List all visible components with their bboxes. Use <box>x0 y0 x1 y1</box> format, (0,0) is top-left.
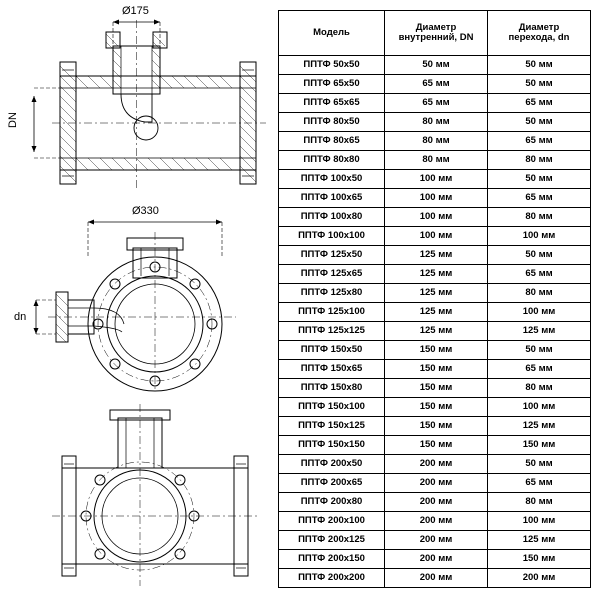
cell-dn-small: 65 мм <box>488 474 591 493</box>
tee-top-section-view <box>0 196 278 396</box>
cell-dn-small: 50 мм <box>488 75 591 94</box>
cell-dn-small: 50 мм <box>488 455 591 474</box>
column-header-transition-diameter-line2: перехода, dn <box>508 32 570 43</box>
cell-dn-small: 125 мм <box>488 322 591 341</box>
cell-model: ППТФ 200x125 <box>279 531 385 550</box>
column-header-transition-diameter-line1: Диаметр <box>518 21 560 33</box>
cell-dn: 100 мм <box>385 227 488 246</box>
tee-side-section-svg <box>0 0 278 196</box>
cell-dn: 200 мм <box>385 512 488 531</box>
table-row <box>279 265 591 284</box>
table-row <box>279 113 591 132</box>
cell-dn-small: 100 мм <box>488 512 591 531</box>
cell-model: ППТФ 100x100 <box>279 227 385 246</box>
cell-model: ППТФ 125x65 <box>279 265 385 284</box>
cell-model: ППТФ 150x80 <box>279 379 385 398</box>
column-header-model <box>279 11 385 56</box>
tee-plan-svg <box>0 396 278 592</box>
cell-dn-small: 125 мм <box>488 417 591 436</box>
cell-model: ППТФ 125x100 <box>279 303 385 322</box>
cell-dn: 100 мм <box>385 208 488 227</box>
cell-dn: 80 мм <box>385 151 488 170</box>
cell-dn: 125 мм <box>385 246 488 265</box>
cell-dn: 150 мм <box>385 398 488 417</box>
cell-model: ППТФ 200x50 <box>279 455 385 474</box>
table-row <box>279 322 591 341</box>
cell-dn-small: 80 мм <box>488 284 591 303</box>
table-row <box>279 474 591 493</box>
cell-dn-small: 50 мм <box>488 170 591 189</box>
cell-model: ППТФ 100x65 <box>279 189 385 208</box>
cell-model: ППТФ 200x100 <box>279 512 385 531</box>
diameter-175-callout: Ø175 <box>122 5 149 17</box>
table-row <box>279 531 591 550</box>
cell-model: ППТФ 150x150 <box>279 436 385 455</box>
table-row <box>279 227 591 246</box>
table-row <box>279 379 591 398</box>
cell-dn: 65 мм <box>385 94 488 113</box>
cell-model: ППТФ 80x80 <box>279 151 385 170</box>
cell-dn: 150 мм <box>385 379 488 398</box>
cell-dn: 80 мм <box>385 132 488 151</box>
cell-dn: 150 мм <box>385 417 488 436</box>
cell-dn-small: 150 мм <box>488 436 591 455</box>
cell-dn-small: 80 мм <box>488 151 591 170</box>
cell-dn-small: 80 мм <box>488 208 591 227</box>
cell-dn: 200 мм <box>385 550 488 569</box>
cell-dn: 65 мм <box>385 75 488 94</box>
cell-model: ППТФ 200x200 <box>279 569 385 588</box>
column-header-model-line1: Модель <box>313 26 350 38</box>
column-header-inner-diameter-line1: Диаметр <box>415 21 457 33</box>
cell-model: ППТФ 80x65 <box>279 132 385 151</box>
tee-side-section-view <box>0 0 278 196</box>
cell-dn: 50 мм <box>385 56 488 75</box>
table-row <box>279 569 591 588</box>
cell-dn-small: 100 мм <box>488 398 591 417</box>
table-row <box>279 132 591 151</box>
cell-dn-small: 50 мм <box>488 56 591 75</box>
table-row <box>279 94 591 113</box>
cell-model: ППТФ 65x65 <box>279 94 385 113</box>
tee-plan-view <box>0 396 278 592</box>
cell-dn-small: 125 мм <box>488 531 591 550</box>
cell-model: ППТФ 150x100 <box>279 398 385 417</box>
table-row <box>279 436 591 455</box>
table-row <box>279 75 591 94</box>
table-row <box>279 417 591 436</box>
cell-dn-small: 150 мм <box>488 550 591 569</box>
column-header-inner-diameter <box>385 11 488 56</box>
dn-callout: DN <box>7 112 19 128</box>
cell-dn: 200 мм <box>385 455 488 474</box>
cell-dn-small: 65 мм <box>488 132 591 151</box>
table-row <box>279 208 591 227</box>
tee-top-section-svg <box>0 196 278 396</box>
cell-model: ППТФ 200x80 <box>279 493 385 512</box>
cell-dn-small: 50 мм <box>488 341 591 360</box>
cell-dn: 80 мм <box>385 113 488 132</box>
table-row <box>279 360 591 379</box>
diameter-330-callout: Ø330 <box>132 205 159 217</box>
models-table <box>278 10 591 588</box>
cell-model: ППТФ 125x125 <box>279 322 385 341</box>
cell-model: ППТФ 200x65 <box>279 474 385 493</box>
cell-dn-small: 65 мм <box>488 94 591 113</box>
column-header-inner-diameter-line2: внутренний, DN <box>398 32 474 43</box>
models-table-head <box>279 11 591 56</box>
models-table-wrapper <box>278 10 590 588</box>
cell-dn-small: 65 мм <box>488 360 591 379</box>
dn-small-callout: dn <box>14 311 27 323</box>
table-row <box>279 550 591 569</box>
table-row <box>279 151 591 170</box>
cell-dn-small: 65 мм <box>488 265 591 284</box>
cell-dn-small: 50 мм <box>488 113 591 132</box>
cell-dn: 150 мм <box>385 360 488 379</box>
table-row <box>279 284 591 303</box>
cell-dn: 125 мм <box>385 322 488 341</box>
cell-dn: 125 мм <box>385 265 488 284</box>
cell-dn-small: 100 мм <box>488 227 591 246</box>
table-row <box>279 56 591 75</box>
cell-dn: 150 мм <box>385 436 488 455</box>
table-row <box>279 455 591 474</box>
cell-dn-small: 200 мм <box>488 569 591 588</box>
cell-model: ППТФ 100x50 <box>279 170 385 189</box>
cell-model: ППТФ 80x50 <box>279 113 385 132</box>
table-row <box>279 512 591 531</box>
cell-model: ППТФ 125x80 <box>279 284 385 303</box>
column-header-transition-diameter <box>488 11 591 56</box>
table-row <box>279 341 591 360</box>
cell-dn-small: 80 мм <box>488 379 591 398</box>
cell-dn: 200 мм <box>385 531 488 550</box>
table-row <box>279 398 591 417</box>
cell-model: ППТФ 200x150 <box>279 550 385 569</box>
cell-model: ППТФ 125x50 <box>279 246 385 265</box>
cell-model: ППТФ 100x80 <box>279 208 385 227</box>
cell-dn: 200 мм <box>385 474 488 493</box>
table-row <box>279 246 591 265</box>
cell-dn-small: 80 мм <box>488 493 591 512</box>
cell-dn: 200 мм <box>385 493 488 512</box>
cell-model: ППТФ 65x50 <box>279 75 385 94</box>
table-header-row <box>279 11 591 56</box>
cell-dn-small: 65 мм <box>488 189 591 208</box>
table-row <box>279 170 591 189</box>
table-row <box>279 303 591 322</box>
cell-dn: 200 мм <box>385 569 488 588</box>
cell-model: ППТФ 150x125 <box>279 417 385 436</box>
cell-dn: 125 мм <box>385 284 488 303</box>
cell-dn: 100 мм <box>385 189 488 208</box>
table-row <box>279 493 591 512</box>
cell-dn: 150 мм <box>385 341 488 360</box>
cell-model: ППТФ 150x50 <box>279 341 385 360</box>
cell-dn: 100 мм <box>385 170 488 189</box>
cell-dn-small: 100 мм <box>488 303 591 322</box>
cell-dn-small: 50 мм <box>488 246 591 265</box>
cell-model: ППТФ 50x50 <box>279 56 385 75</box>
cell-model: ППТФ 150x65 <box>279 360 385 379</box>
drawings-column <box>0 0 278 592</box>
table-row <box>279 189 591 208</box>
cell-dn: 125 мм <box>385 303 488 322</box>
models-table-body <box>279 56 591 588</box>
